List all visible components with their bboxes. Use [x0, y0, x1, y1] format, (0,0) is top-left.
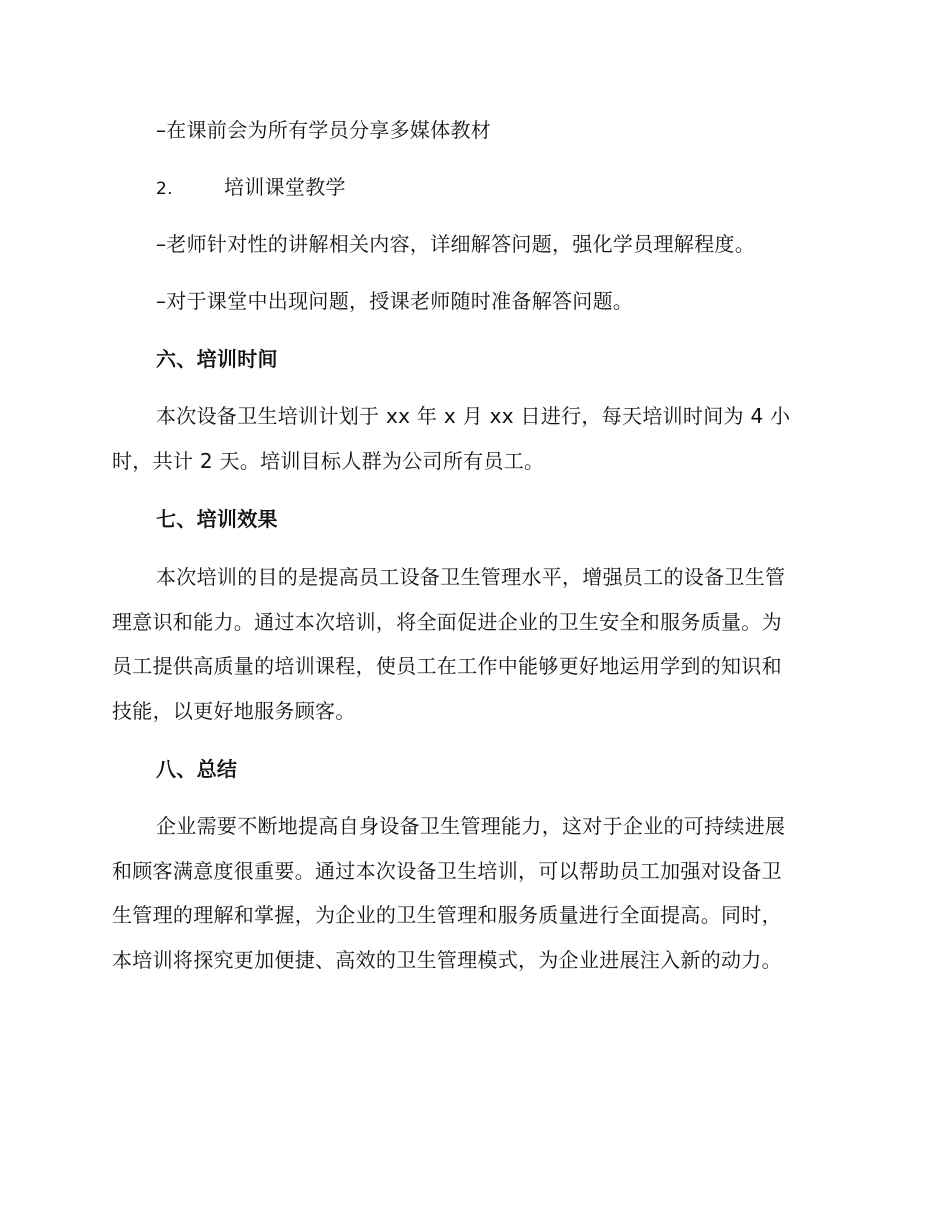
section-heading-summary: 八、总结 [156, 757, 238, 781]
paragraph-line: 生管理的理解和掌握，为企业的卫生管理和服务质量进行全面提高。同时， [112, 903, 782, 927]
paragraph-line: 企业需要不断地提高自身设备卫生管理能力，这对于企业的可持续进展 [156, 814, 786, 838]
paragraph-line: 本培训将探究更加便捷、高效的卫生管理模式，为企业进展注入新的动力。 [112, 947, 782, 972]
paragraph-line: 和顾客满意度很重要。通过本次设备卫生培训，可以帮助员工加强对设备卫 [112, 858, 782, 883]
item-number: 2. [156, 179, 173, 199]
paragraph-line: 技能，以更好地服务顾客。 [112, 698, 356, 723]
paragraph-summary [112, 804, 832, 982]
paragraph-training-effect [112, 555, 832, 733]
paragraph-line: 理意识和能力。通过本次培训，将全面促进企业的卫生安全和服务质量。为 [112, 609, 782, 634]
section-heading-time: 六、培训时间 [156, 347, 278, 371]
bullet-item-teacher [156, 230, 755, 258]
bullet-text: –老师针对性的讲解相关内容，详细解答问题，强化学员理解程度。 [156, 232, 755, 256]
paragraph-line: 本次培训的目的是提高员工设备卫生管理水平，增强员工的设备卫生管 [156, 565, 786, 589]
bullet-item-questions [156, 287, 633, 315]
paragraph-training-time [112, 394, 832, 483]
section-heading-effect: 七、培训效果 [156, 507, 278, 531]
paragraph-line: 时，共计 2 天。培训目标人群为公司所有员工。 [112, 448, 545, 473]
paragraph-line: 员工提供高质量的培训课程，使员工在工作中能够更好地运用学到的知识和 [112, 654, 782, 678]
bullet-text: –在课前会为所有学员分享多媒体教材 [156, 118, 492, 142]
bullet-text: –对于课堂中出现问题，授课老师随时准备解答问题。 [156, 289, 634, 313]
item-label: 培训课堂教学 [224, 175, 346, 199]
paragraph-line: 本次设备卫生培训计划于 xx 年 x 月 xx 日进行，每天培训时间为 4 小 [156, 404, 791, 428]
bullet-item-multimedia [156, 116, 491, 144]
numbered-item-2 [156, 173, 346, 203]
